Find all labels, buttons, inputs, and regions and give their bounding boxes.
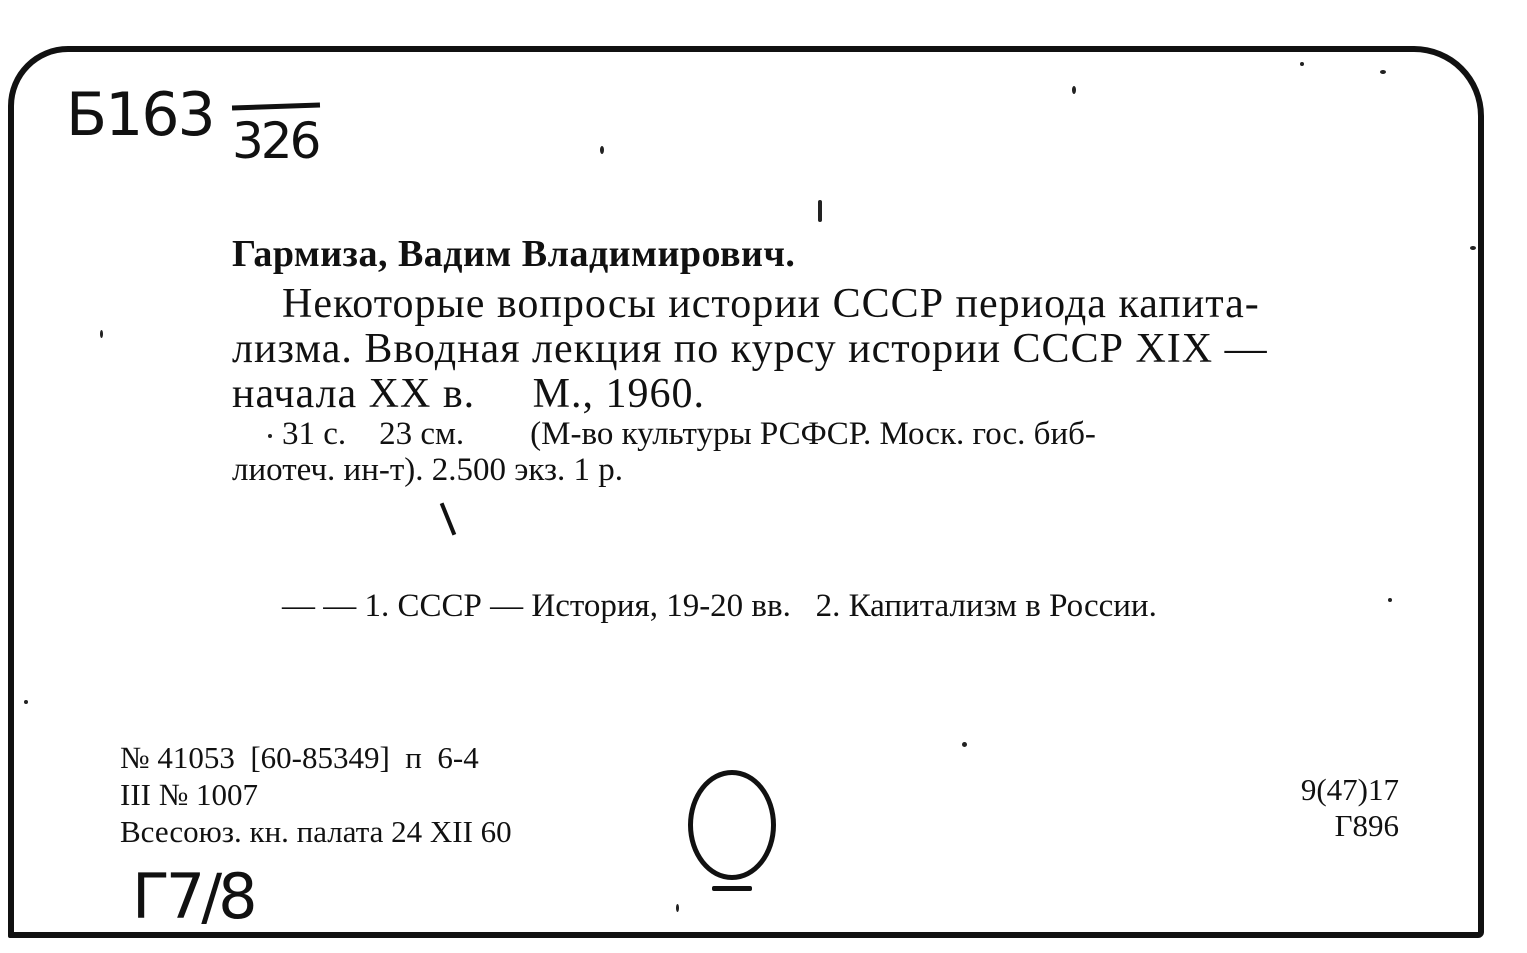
- imprint-line-1: № 41053 [60-85349] п 6-4: [120, 740, 479, 775]
- speck: [24, 700, 28, 704]
- subject-headings: — — 1. СССР — История, 19-20 вв. 2. Капитализм в России.: [282, 588, 1157, 624]
- speck: [962, 742, 967, 747]
- speck: [600, 146, 604, 154]
- speck: [1300, 62, 1304, 66]
- title-line-2: лизма. Вводная лекция по курсу истории СССР XIX —: [232, 326, 1268, 372]
- call-number-main: Б163: [66, 80, 214, 150]
- title-line-1: Некоторые вопросы истории СССР периода капита-: [282, 281, 1260, 327]
- speck: [1380, 70, 1386, 74]
- punch-hole: [688, 770, 776, 880]
- author-heading: Гармиза, Вадим Владимирович.: [232, 233, 796, 275]
- handwritten-shelf-mark: Г7/8: [132, 860, 254, 933]
- imprint-line-3: Всесоюз. кн. палата 24 XII 60: [120, 814, 512, 849]
- imprint-line-2: III № 1007: [120, 777, 259, 812]
- speck: [1470, 246, 1476, 250]
- call-number-denominator: 326: [232, 112, 319, 170]
- speck: [268, 434, 272, 438]
- description-line-1: 31 с. 23 см. (М-во культуры РСФСР. Моск. гос. биб-: [282, 416, 1096, 452]
- speck: [1388, 598, 1392, 602]
- author-sign: Г896: [1334, 808, 1399, 843]
- classification-index: 9(47)17: [1300, 772, 1399, 807]
- description-line-2: лиотеч. ин-т). 2.500 экз. 1 р.: [232, 452, 624, 488]
- speck: [676, 904, 679, 912]
- speck: [1072, 86, 1076, 94]
- speck: [100, 330, 103, 338]
- punch-hole-shadow: [712, 886, 752, 891]
- title-line-3: начала XX в. М., 1960.: [232, 371, 706, 417]
- speck: [818, 200, 822, 222]
